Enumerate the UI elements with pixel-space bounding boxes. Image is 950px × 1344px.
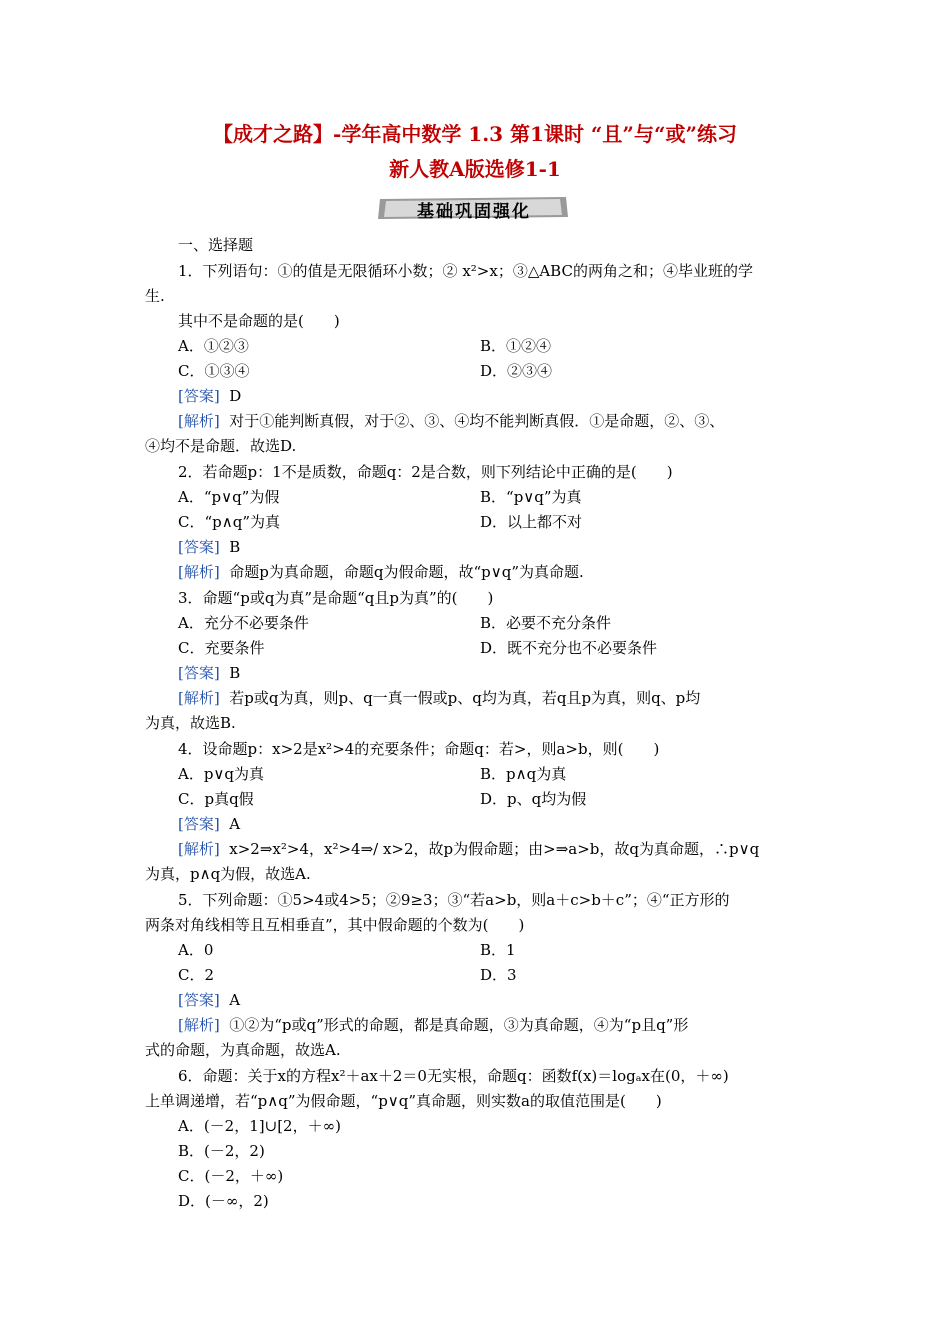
q6-option-b: B．(－2，2) — [178, 1142, 265, 1160]
q3-option-c: C．充要条件 — [178, 639, 265, 657]
q2-stem: 2．若命题p：1不是质数，命题q：2是合数，则下列结论中正确的是( ) — [178, 463, 673, 481]
answer-tag: [答案] — [178, 387, 220, 405]
q1-option-c: C．①③④ — [178, 362, 250, 380]
analysis-tag: [解析] — [178, 1016, 220, 1034]
answer-value: A — [229, 991, 241, 1009]
q4-analysis-line-2: 为真，p∧q为假，故选A. — [145, 865, 311, 883]
section-heading: 一、选择题 — [178, 236, 254, 254]
q4-option-c: C．p真q假 — [178, 790, 254, 808]
q1-answer — [178, 386, 241, 406]
q3-analysis-line-1 — [178, 688, 700, 708]
q3-option-a: A．充分不必要条件 — [178, 614, 309, 632]
q5-option-c: C．2 — [178, 966, 215, 984]
q5-analysis-line-1 — [178, 1015, 688, 1035]
q6-option-a: A．(－2，1]∪[2，＋∞) — [178, 1117, 341, 1135]
q2-option-b: B．“p∨q”为真 — [480, 488, 582, 506]
q1-analysis-line-2: ④均不是命题．故选D. — [145, 437, 297, 455]
q1-stem-line-2: 生. — [145, 287, 165, 305]
q4-option-a: A．p∨q为真 — [178, 765, 265, 783]
banner-label: 基础巩固强化 — [417, 202, 531, 222]
q3-analysis-line-2: 为真，故选B. — [145, 714, 236, 732]
q5-option-a: A．0 — [178, 941, 214, 959]
q1-option-a: A．①②③ — [178, 337, 249, 355]
q5-option-b: B．1 — [480, 941, 516, 959]
analysis-tag: [解析] — [178, 840, 220, 858]
section-banner — [376, 195, 572, 221]
document-title-line-2: 新人教A版选修1-1 — [389, 157, 561, 181]
q3-stem: 3．命题“p或q为真”是命题“q且p为真”的( ) — [178, 589, 494, 607]
q1-option-b: B．①②④ — [480, 337, 552, 355]
q5-stem-line-1: 5．下列命题：①5>4或4>5；②9≥3；③“若a>b，则a＋c>b＋c”；④“正方形的 — [178, 891, 730, 909]
q3-option-b: B．必要不充分条件 — [480, 614, 612, 632]
answer-value: B — [229, 538, 241, 556]
analysis-tag: [解析] — [178, 412, 220, 430]
q6-stem-line-1: 6．命题：关于x的方程x²＋ax＋2＝0无实根，命题q：函数f(x)＝logₐx在(0，＋∞) — [178, 1067, 729, 1085]
q3-option-d: D．既不充分也不必要条件 — [480, 639, 658, 657]
answer-tag: [答案] — [178, 664, 220, 682]
analysis-tag: [解析] — [178, 563, 220, 581]
q1-analysis-line-1 — [178, 411, 724, 431]
q2-option-c: C．“p∧q”为真 — [178, 513, 280, 531]
analysis-text: ①②为“p或q”形式的命题，都是真命题，③为真命题，④为“p且q”形 — [229, 1016, 689, 1034]
q3-answer — [178, 663, 240, 683]
analysis-text: 对于①能判断真假，对于②、③、④均不能判断真假．①是命题，②、③、 — [229, 412, 725, 430]
q5-analysis-line-2: 式的命题，为真命题，故选A. — [145, 1041, 341, 1059]
q4-option-b: B．p∧q为真 — [480, 765, 567, 783]
q5-answer — [178, 990, 240, 1010]
answer-value: A — [229, 815, 241, 833]
answer-tag: [答案] — [178, 991, 220, 1009]
q4-stem: 4．设命题p：x>2是x²>4的充要条件；命题q：若>，则a>b，则( ) — [178, 740, 660, 758]
q4-option-d: D．p、q均为假 — [480, 790, 587, 808]
q4-answer — [178, 814, 240, 834]
q6-option-d: D．(－∞，2) — [178, 1192, 269, 1210]
q5-stem-line-2: 两条对角线相等且互相垂直”，其中假命题的个数为( ) — [145, 916, 525, 934]
analysis-text: x>2⇒x²>4，x²>4⇒/ x>2，故p为假命题；由>⇒a>b，故q为真命题，∴p∨q — [229, 840, 760, 858]
document-title-line-1: 【成才之路】-学年高中数学 1.3 第1课时 “且”与“或”练习 — [213, 122, 737, 146]
q4-analysis-line-1 — [178, 839, 759, 859]
answer-tag: [答案] — [178, 538, 220, 556]
q1-option-d: D．②③④ — [480, 362, 553, 380]
analysis-text: 命题p为真命题，命题q为假命题，故“p∨q”为真命题. — [229, 563, 584, 581]
q6-option-c: C．(－2，＋∞) — [178, 1167, 284, 1185]
q2-option-a: A．“p∨q”为假 — [178, 488, 280, 506]
q5-option-d: D．3 — [480, 966, 517, 984]
q1-stem-line-3: 其中不是命题的是( ) — [178, 312, 340, 330]
q2-option-d: D．以上都不对 — [480, 513, 583, 531]
q6-stem-line-2: 上单调递增，若“p∧q”为假命题，“p∨q”真命题，则实数a的取值范围是( ) — [145, 1092, 662, 1110]
answer-tag: [答案] — [178, 815, 220, 833]
q1-stem-line-1: 1．下列语句：①的值是无限循环小数；② x²>x；③△ABC的两角之和；④毕业班的学 — [178, 262, 753, 280]
analysis-text: 若p或q为真，则p、q一真一假或p、q均为真，若q且p为真，则q、p均 — [229, 689, 701, 707]
answer-value: D — [229, 387, 242, 405]
q2-analysis-line-1 — [178, 562, 584, 582]
q2-answer — [178, 537, 240, 557]
answer-value: B — [229, 664, 241, 682]
analysis-tag: [解析] — [178, 689, 220, 707]
